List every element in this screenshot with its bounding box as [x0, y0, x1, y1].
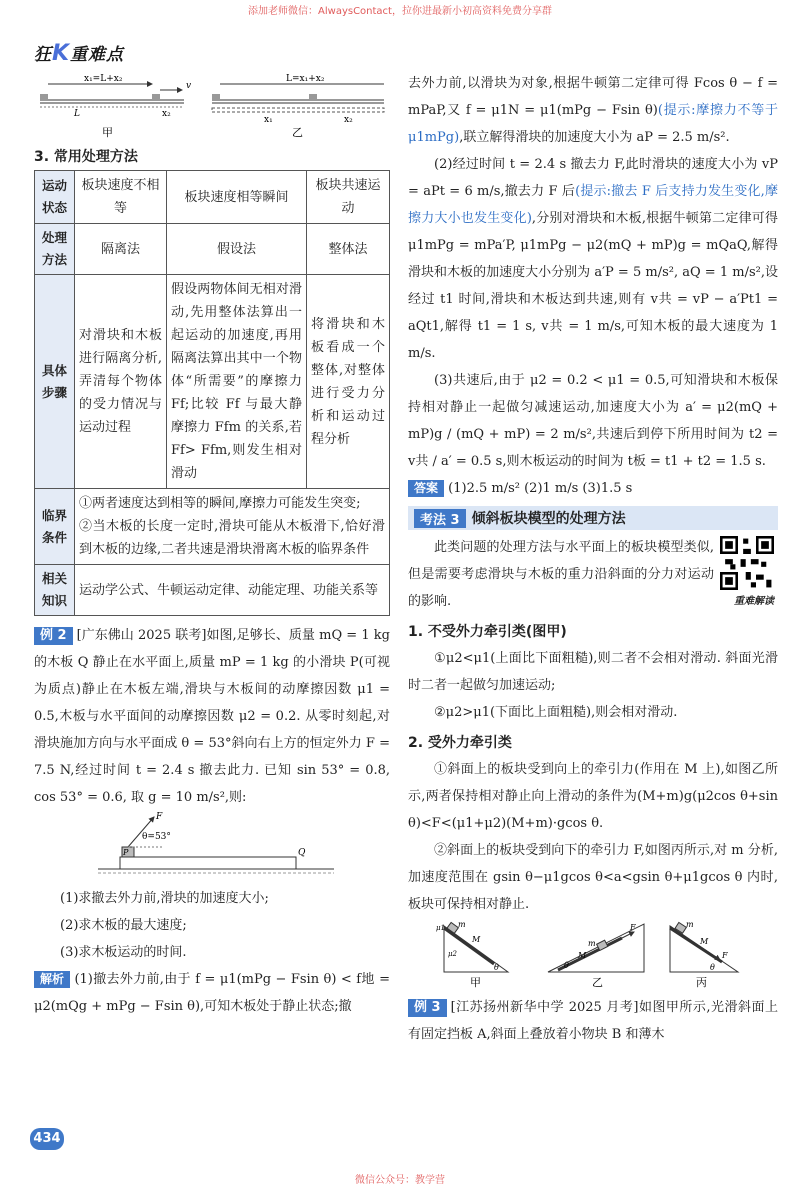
- jia-v-label: v: [186, 81, 192, 91]
- table-cell: 将滑块和木板看成一个整体,对整体进行受力分析和运动过程分析: [307, 275, 390, 489]
- svg-text:M: M: [578, 951, 587, 960]
- left-column: [34, 70, 390, 1020]
- answer: 答案 (1)2.5 m/s² (2)1 m/s (3)1.5 s: [408, 475, 778, 502]
- angle-label: θ=53°: [142, 832, 171, 842]
- svg-text:M: M: [700, 937, 709, 946]
- sub-2-p2: ②斜面上的板块受到向下的牵引力 F,如图丙所示,对 m 分析,加速度范围在 gsin θ−μ1gcos θ<a<gsin θ+μ1gcos θ 内时,板块可保持相对静止.: [408, 843, 778, 912]
- table-row: [35, 565, 390, 616]
- right-column: [408, 70, 778, 1048]
- block-jia-left: [40, 94, 48, 100]
- table-head-cell: 临界条件: [35, 489, 75, 565]
- block-jia-right: [152, 94, 160, 100]
- question-1: (1)求撤去外力前,滑块的加速度大小;: [60, 891, 269, 906]
- svg-text:M: M: [472, 935, 481, 944]
- svg-text:m: m: [588, 939, 596, 948]
- svg-text:F: F: [722, 951, 728, 960]
- table-head-cell: 处理方法: [35, 224, 75, 275]
- table-cell: 板块速度相等瞬间: [167, 171, 307, 224]
- table-row: [35, 489, 390, 565]
- answer-tag: 答案: [408, 480, 444, 497]
- yi-L-label: L=x₁+x₂: [286, 74, 325, 84]
- force-F-label: F: [156, 812, 163, 822]
- svg-text:θ: θ: [564, 961, 569, 970]
- svg-text:θ: θ: [710, 963, 715, 972]
- section-3-title: 3. 常用处理方法: [34, 149, 138, 165]
- table-cell: 运动学公式、牛顿运动定律、动能定理、功能关系等: [75, 565, 390, 616]
- board-bing: [670, 928, 722, 962]
- block-yi-mid: [309, 94, 317, 100]
- table-head-cell: 运动状态: [35, 171, 75, 224]
- svg-text:乙: 乙: [592, 976, 603, 989]
- method-3-intro: 此类问题的处理方法与水平面上的板块模型类似,但是需要考虑滑块与木板的重力沿斜面的分力对运动的影响.: [408, 540, 714, 609]
- table-cell: 板块速度不相等: [75, 171, 167, 224]
- yi-caption: 乙: [292, 126, 303, 139]
- method-3-intro-block: [408, 534, 778, 615]
- svg-text:m: m: [686, 920, 694, 929]
- analysis-part-2: (2)经过时间 t = 2.4 s 撤去力 F,此时滑块的速度大小为 vP = aPt = 6 m/s,撤去力 F 后(提示:撤去 F 后支持力发生变化,摩擦力大小也发生变化),分别对滑块和木板,根据牛顿第二定律可得 μ1mPg = mPa′P, μ1mPg − μ2(mQ + mP)g = mQaQ,解得滑块和木板的加速度大小分别为 a′P = 5 m/s², aQ = 1 m/s²,设经过 t1 时间,滑块和木板达到共速,则有 v共 = vP − a′Pt1 = aQt1,解得 t1 = 1 s, v共 = 1 m/s,可知木板的最大速度为 1 m/s.: [408, 157, 778, 361]
- top-figures: [34, 70, 390, 140]
- question-2: (2)求木板的最大速度;: [60, 918, 187, 933]
- sub-1-title: 1. 不受外力牵引类(图甲): [408, 624, 567, 640]
- svg-text:μ2: μ2: [448, 950, 458, 958]
- svg-text:丙: 丙: [696, 976, 707, 989]
- sub-2-title: 2. 受外力牵引类: [408, 735, 512, 751]
- yi-x2-label: x₂: [344, 115, 353, 125]
- sub-2-p1: ①斜面上的板块受到向上的牵引力(作用在 M 上),如图乙所示,两者保持相对静止向上滑动的条件为(M+m)g(μ2cos θ+sin θ)<F<(μ1+μ2)(M+m)·gcos θ.: [408, 762, 778, 831]
- brand-logo: 狂K重难点: [34, 41, 125, 66]
- method-3-heading: 考法 3 倾斜板块模型的处理方法: [408, 506, 778, 530]
- example-2-figure: [34, 811, 390, 881]
- qr-code-icon[interactable]: [720, 536, 774, 590]
- method-3-badge: 考法 3: [414, 509, 466, 528]
- table-row: [35, 275, 390, 489]
- board-block-figures: [34, 70, 390, 140]
- block-yi-left: [212, 94, 220, 100]
- example-2-tag: 例 2: [34, 627, 73, 645]
- top-watermark: 添加老师微信：AlwaysContact，拉你进最新小初高资料免费分享群: [248, 6, 552, 17]
- P-label: P: [123, 848, 129, 857]
- page-number: 434: [30, 1128, 64, 1150]
- table-head-cell: 具体步骤: [35, 275, 75, 489]
- jia-x1-label: x₁=L+x₂: [84, 74, 123, 84]
- svg-text:μ1: μ1: [436, 924, 446, 932]
- analysis: 解析 (1)撤去外力前,由于 f = μ1(mPg − Fsin θ) < f地 = μ2(mQg + mPg − Fsin θ),可知木板处于静止状态;撤: [34, 972, 390, 1014]
- methods-table: [34, 170, 390, 616]
- Q-label: Q: [298, 848, 306, 858]
- sub-1-p2: ②μ2>μ1(下面比上面粗糙),则会相对滑动.: [434, 705, 678, 720]
- table-cell: 整体法: [307, 224, 390, 275]
- sub-1-p1: ①μ2<μ1(上面比下面粗糙),则二者不会相对滑动. 斜面光滑时二者一起做匀加速运动;: [408, 651, 778, 693]
- table-cell: 对滑块和木板进行隔离分析,弄清每个物体的受力情况与运动过程: [75, 275, 167, 489]
- table-cell: 假设法: [167, 224, 307, 275]
- incline-figures: [408, 918, 778, 990]
- analysis-tag: 解析: [34, 971, 70, 988]
- question-3: (3)求木板运动的时间.: [60, 945, 187, 960]
- bottom-watermark: 微信公众号：教学营: [355, 1175, 445, 1186]
- svg-text:F: F: [630, 923, 636, 932]
- table-cell: 隔离法: [75, 224, 167, 275]
- svg-text:甲: 甲: [470, 976, 481, 989]
- table-cell: 板块共速运动: [307, 171, 390, 224]
- svg-text:m: m: [458, 920, 466, 929]
- analysis-part-3: (3)共速后,由于 μ2 = 0.2 < μ1 = 0.5,可知滑块和木板保持相对静止一起做匀减速运动,加速度大小为 a′ = μ2(mQ + mP)g / (mQ + mP) = 2 m/s²,共速后到停下所用时间为 t2 = v共 / a′ = 0.5 s,则木板运动的时间为 t板 = t1 + t2 = 1.5 s.: [408, 373, 778, 469]
- board-Q: [120, 857, 296, 869]
- jia-L-label: L: [74, 109, 80, 119]
- jia-caption: 甲: [102, 126, 113, 139]
- example-3-tag: 例 3: [408, 999, 447, 1017]
- table-head-cell: 相关知识: [35, 565, 75, 616]
- table-row: [35, 224, 390, 275]
- yi-x1-label: x₁: [264, 115, 273, 125]
- svg-text:θ: θ: [494, 963, 499, 972]
- jia-x2-label: x₂: [162, 109, 171, 119]
- qr-label: 重难解读: [734, 596, 774, 607]
- table-cell: 假设两物体间无相对滑动,先用整体法算出一起运动的加速度,再用隔离法算出其中一个物体“所需要”的摩擦力 Ff;比较 Ff 与最大静摩擦力 Ffm 的关系,若 Ff> Ffm,则发生相对滑动: [167, 275, 307, 489]
- board-jia: [444, 928, 494, 964]
- example-2: 例 2 [广东佛山 2025 联考]如图,足够长、质量 mQ = 1 kg 的木板 Q 静止在水平面上,质量 mP = 1 kg 的小滑块 P(可视为质点)静止在木板左端,滑块与木板间的动摩擦因数 μ1 = 0.5,木板与水平面间的动摩擦因数 μ2 = 0.2. 从零时刻起,对滑块施加方向与水平面成 θ = 53°斜向右上方的恒定外力 F = 7.5 N,经过时间 t = 2.4 s 撤去此力. 已知 sin 53° = 0.8, cos 53° = 0.6, 取 g = 10 m/s²,则:: [34, 628, 390, 805]
- analysis-continued: 去外力前,以滑块为对象,根据牛顿第二定律可得 Fcos θ − f = mPaP,又 f = μ1N = μ1(mPg − Fsin θ)(提示:摩擦力不等于 μ1mPg),联立解得滑块的加速度大小为 aP = 2.5 m/s².: [408, 76, 779, 145]
- table-cell: ①两者速度达到相等的瞬间,摩擦力可能发生突变; ②当木板的长度一定时,滑块可能从木板滑下,恰好滑到木板的边缘,二者共速是滑块滑离木板的临界条件: [75, 489, 390, 565]
- table-row: [35, 171, 390, 224]
- example-3: 例 3 [江苏扬州新华中学 2025 月考]如图甲所示,光滑斜面上有固定挡板 A,斜面上叠放着小物块 B 和薄木: [408, 1000, 778, 1042]
